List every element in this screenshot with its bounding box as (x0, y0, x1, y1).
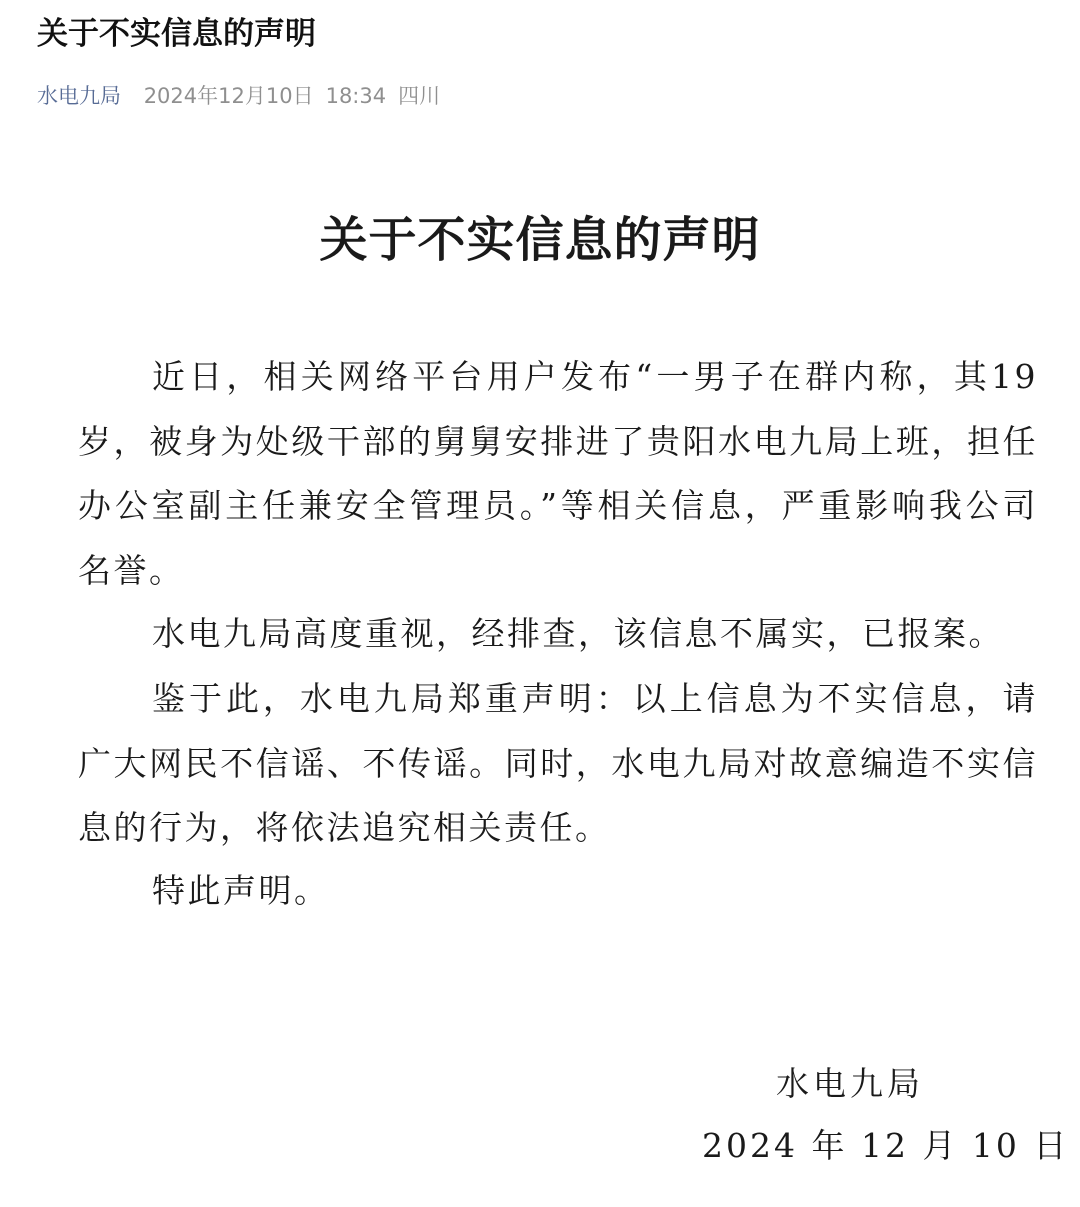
signature-organization: 水电九局 (776, 1064, 924, 1103)
publish-date: 2024年12月10日 (143, 84, 314, 108)
publish-location: 四川 (398, 84, 441, 108)
statement-paragraph: 鉴于此，水电九局郑重声明：以上信息为不实信息，请广大网民不信谣、不传谣。同时，水电九局对故意编造不实信息的行为，将依法追究相关责任。 (78, 679, 1038, 847)
signature-date: 2024 年 12 月 10 日 (702, 1126, 1070, 1165)
author-link[interactable]: 水电九局 (37, 84, 121, 108)
statement-paragraph: 特此声明。 (152, 871, 330, 910)
article-title: 关于不实信息的声明 (37, 16, 316, 52)
publish-time: 18:34 (325, 84, 387, 108)
statement-paragraph: 水电九局高度重视，经排查，该信息不属实，已报案。 (152, 614, 1004, 653)
statement-title: 关于不实信息的声明 (319, 212, 761, 268)
statement-paragraph: 近日，相关网络平台用户发布“一男子在群内称，其19岁，被身为处级干部的舅舅安排进了贵阳水电九局上班，担任办公室副主任兼安全管理员。”等相关信息，严重影响我公司名誉。 (78, 357, 1038, 590)
